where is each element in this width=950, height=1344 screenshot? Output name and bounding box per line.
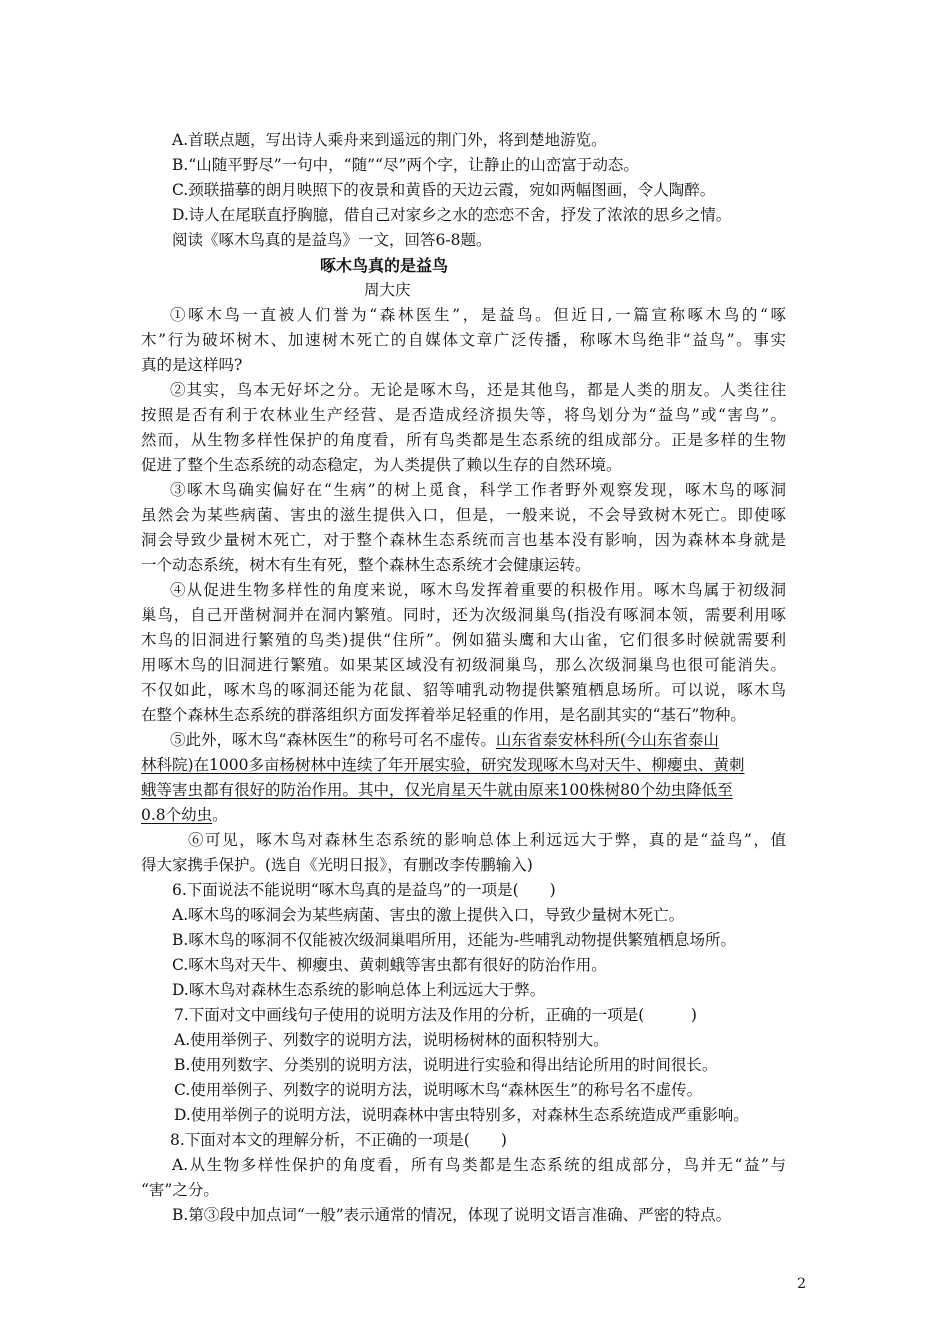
- underlined-sentence: 山东省泰安林科所(今山东省泰山: [495, 731, 719, 749]
- option-line: C.颈联描摹的朗月映照下的夜景和黄昏的天边云霞，宛如两幅图画，令人陶醉。: [172, 181, 716, 199]
- option-line: D.诗人在尾联直抒胸臆，借自己对家乡之水的恋恋不舍，抒发了浓浓的思乡之情。: [172, 206, 732, 224]
- paragraph-line: 不仅如此，啄木鸟的啄洞还能为花鼠、貂等哺乳动物提供繁殖栖息场所。可以说，啄木鸟: [141, 681, 786, 699]
- paragraph-line: ③啄木鸟确实偏好在“生病”的树上觅食，科学工作者野外观察发现，啄木鸟的啄洞: [170, 481, 786, 499]
- paragraph-line: ①啄木鸟一直被人们誉为“森林医生”，是益鸟。但近日,一篇宣称啄木鸟的“啄: [170, 306, 786, 324]
- paragraph-line: 洞会导致少量树木死亡，对于整个森林生态系统而言也基本没有影响，因为森林本身就是: [141, 531, 786, 549]
- paragraph-line: 得大家携手保护。(选自《光明日报》，有删改李传鹏输入): [141, 856, 533, 874]
- paragraph-line: 然而，从生物多样性保护的角度看，所有鸟类都是生态系统的组成部分。正是多样的生物: [141, 431, 786, 449]
- paragraph-line: 促进了整个生态系统的动态稳定，为人类提供了赖以生存的自然环境。: [141, 456, 622, 474]
- option-line: A.使用举例子、列数字的说明方法，说明杨树林的面积特别大。: [174, 1031, 609, 1049]
- option-line: B.“山随平野尽”一句中，“随”“尽”两个字，让静止的山峦富于动态。: [172, 156, 639, 174]
- article-author: 周大庆: [364, 281, 411, 299]
- paragraph-line: ②其实，鸟本无好坏之分。无论是啄木鸟，还是其他鸟，都是人类的朋友。人类往往: [170, 381, 786, 399]
- page-number: 2: [797, 1276, 806, 1292]
- punctuation: 。: [212, 806, 228, 824]
- paragraph-line: 木”行为破坏树木、加速树木死亡的自媒体文章广泛传播，称啄木鸟绝非“益鸟”。事实: [141, 331, 786, 349]
- option-line: D.使用举例子的说明方法，说明森林中害虫特别多，对森林生态系统造成严重影响。: [174, 1106, 749, 1124]
- option-line: B.使用列数字、分类别的说明方法，说明进行实验和得出结论所用的时间很长。: [174, 1056, 718, 1074]
- option-line: A.从生物多样性保护的角度看，所有鸟类都是生态系统的组成部分，鸟并无“益”与: [172, 1156, 786, 1174]
- option-line: B.第③段中加点词“一般”表示通常的情况，体现了说明文语言准确、严密的特点。: [172, 1206, 732, 1224]
- option-line: C.使用举例子、列数字的说明方法，说明啄木鸟“森林医生”的称号名不虚传。: [174, 1081, 703, 1099]
- paragraph-line: 用啄木鸟的旧洞进行繁殖。如果某区域没有初级洞巢鸟，那么次级洞巢鸟也很可能消失。: [141, 656, 786, 674]
- question-stem: 6.下面说法不能说明“啄木鸟真的是益鸟”的一项是( ): [172, 881, 556, 899]
- option-line: B.啄木鸟的啄洞不仅能被次级洞巢唱所用，还能为-些哺乳动物提供繁殖栖息场所。: [172, 931, 737, 949]
- underlined-sentence: 林科院)在1000多亩杨树林中连续了年开展实验，研究发现啄木鸟对天牛、柳瘿虫、黄刺: [141, 756, 745, 774]
- reading-intro: 阅读《啄木鸟真的是益鸟》一文，回答6-8题。: [172, 231, 492, 249]
- option-line: A.首联点题，写出诗人乘舟来到遥远的荆门外，将到楚地游览。: [172, 131, 607, 149]
- underlined-sentence: 蛾等害虫都有很好的防治作用。其中，仅光肩星天牛就由原来100株树80个幼虫降低至: [141, 781, 733, 799]
- article-title: 啄木鸟真的是益鸟: [320, 256, 449, 275]
- paragraph-line: 按照是否有利于农林业生产经营、是否造成经济损失等，将鸟划分为“益鸟”或“害鸟”。: [141, 406, 786, 424]
- paragraph-line: 一个动态系统，树木有生有死，整个森林生态系统才会健康运转。: [141, 556, 591, 574]
- paragraph-line: [170, 730, 719, 750]
- paragraph-line: [141, 805, 228, 825]
- underlined-sentence: 0.8个幼虫: [141, 806, 213, 824]
- paragraph-line: 木鸟的旧洞进行繁殖的鸟类)提供“住所”。例如猫头鹰和大山雀，它们很多时候就需要利: [141, 631, 786, 649]
- question-stem: 7.下面对文中画线句子使用的说明方法及作用的分析，正确的一项是( ): [174, 1006, 697, 1024]
- paragraph-line: ④从促进生物多样性的角度来说，啄木鸟发挥着重要的积极作用。啄木鸟属于初级洞: [170, 581, 786, 599]
- paragraph-line: ⑥可见，啄木鸟对森林生态系统的影响总体上利远远大于弊，真的是“益鸟”，值: [188, 831, 786, 849]
- paragraph-line: 真的是这样吗?: [141, 356, 243, 374]
- paragraph-line: 巢鸟，自己开凿树洞并在洞内繁殖。同时，还为次级洞巢鸟(指没有啄洞本领，需要利用啄: [141, 606, 786, 624]
- option-line: A.啄木鸟的啄洞会为某些病菌、害虫的激上提供入口，导致少量树木死亡。: [172, 906, 685, 924]
- option-line: “害”之分。: [141, 1181, 219, 1199]
- paragraph-line: 虽然会为某些病菌、害虫的滋生提供入口，但是，一般来说，不会导致树木死亡。即使啄: [141, 506, 786, 524]
- question-stem: 8.下面对本文的理解分析，不正确的一项是( ): [170, 1131, 507, 1149]
- option-line: C.啄木鸟对天牛、柳瘿虫、黄刺蛾等害虫都有很好的防治作用。: [172, 956, 607, 974]
- paragraph-line: 在整个森林生态系统的群落组织方面发挥着举足轻重的作用，是名副其实的“基石”物种。: [141, 706, 746, 724]
- paragraph-lead: ⑤此外，啄木鸟“森林医生”的称号可名不虚传。: [170, 731, 496, 749]
- option-line: D.啄木鸟对森林生态系统的影响总体上利远远大于弊。: [172, 981, 546, 999]
